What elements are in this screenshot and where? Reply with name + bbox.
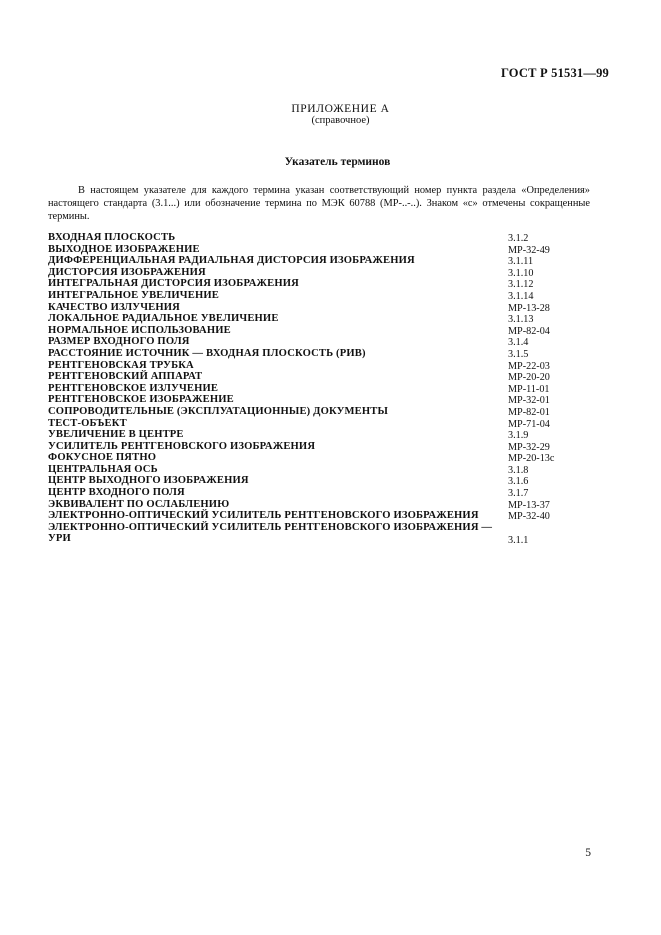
term-name: КАЧЕСТВО ИЗЛУЧЕНИЯ (48, 301, 180, 313)
term-row (48, 267, 608, 279)
term-row (48, 360, 608, 372)
term-name: ВХОДНАЯ ПЛОСКОСТЬ (48, 232, 176, 243)
term-reference: 3.1.11 (508, 256, 534, 268)
term-reference: 3.1.14 (508, 290, 534, 302)
term-row (48, 522, 608, 545)
term-row (48, 255, 608, 267)
term-reference: 3.1.2 (508, 233, 529, 244)
term-reference: 3.1.7 (508, 488, 529, 500)
term-row (48, 232, 608, 244)
term-row (48, 475, 608, 487)
term-name: СОПРОВОДИТЕЛЬНЫЕ (ЭКСПЛУАТАЦИОННЫЕ) ДОКУМЕНТЫ (48, 405, 389, 417)
page-number: 5 (585, 847, 591, 859)
term-reference: МР-20-13с (508, 453, 555, 465)
term-name: ЦЕНТРАЛЬНАЯ ОСЬ (48, 463, 158, 475)
term-name: РЕНТГЕНОВСКАЯ ТРУБКА (48, 359, 194, 371)
term-row (48, 452, 608, 464)
term-name: ЭЛЕКТРОННО-ОПТИЧЕСКИЙ УСИЛИТЕЛЬ РЕНТГЕНОВСКОГО ИЗОБРАЖЕНИЯ — УРИ (48, 521, 493, 545)
term-name: ФОКУСНОЕ ПЯТНО (48, 452, 157, 464)
standard-code-header: ГОСТ Р 51531—99 (500, 66, 609, 80)
term-name: ЛОКАЛЬНОЕ РАДИАЛЬНОЕ УВЕЛИЧЕНИЕ (48, 313, 279, 325)
term-reference: 3.1.5 (508, 348, 529, 360)
term-reference: МР-82-01 (508, 406, 550, 418)
term-reference: МР-20-20 (508, 372, 550, 384)
term-row (48, 394, 608, 406)
term-name: РЕНТГЕНОВСКОЕ ИЗЛУЧЕНИЕ (48, 382, 219, 394)
term-name: УВЕЛИЧЕНИЕ В ЦЕНТРЕ (48, 429, 184, 441)
term-reference: МР-22-03 (508, 360, 550, 372)
term-reference: МР-32-49 (508, 244, 550, 256)
term-reference: МР-32-01 (508, 395, 550, 407)
term-row (48, 244, 608, 256)
term-name: УСИЛИТЕЛЬ РЕНТГЕНОВСКОГО ИЗОБРАЖЕНИЯ (48, 440, 316, 452)
term-row (48, 464, 608, 476)
term-row (48, 313, 608, 325)
appendix-subtitle: (справочное) (311, 115, 370, 126)
term-reference: МР-11-01 (508, 383, 550, 395)
term-row (48, 290, 608, 302)
term-name: ИНТЕГРАЛЬНАЯ ДИСТОРСИЯ ИЗОБРАЖЕНИЯ (48, 278, 299, 290)
term-row (48, 325, 608, 337)
term-name: РАЗМЕР ВХОДНОГО ПОЛЯ (48, 336, 190, 348)
term-row (48, 406, 608, 418)
term-row (48, 441, 608, 453)
term-reference: МР-32-29 (508, 441, 550, 453)
term-reference: 3.1.8 (508, 464, 529, 476)
term-row (48, 336, 608, 348)
term-reference: МР-13-37 (508, 499, 550, 511)
term-reference: 3.1.1 (508, 534, 529, 546)
term-reference: МР-82-04 (508, 325, 550, 337)
term-name: ЦЕНТР ВЫХОДНОГО ИЗОБРАЖЕНИЯ (48, 475, 249, 487)
term-reference: МР-32-40 (508, 511, 550, 523)
term-row (48, 429, 608, 441)
term-name: ИНТЕГРАЛЬНОЕ УВЕЛИЧЕНИЕ (48, 289, 219, 301)
term-row (48, 278, 608, 290)
term-name: ДИСТОРСИЯ ИЗОБРАЖЕНИЯ (48, 266, 206, 278)
term-reference: МР-71-04 (508, 418, 550, 430)
terms-list (48, 232, 608, 545)
term-row (48, 510, 608, 522)
term-name: ЦЕНТР ВХОДНОГО ПОЛЯ (48, 487, 185, 499)
term-reference: 3.1.9 (508, 430, 529, 442)
term-row (48, 499, 608, 511)
term-row (48, 487, 608, 499)
term-name: ЭЛЕКТРОННО-ОПТИЧЕСКИЙ УСИЛИТЕЛЬ РЕНТГЕНОВСКОГО ИЗОБРАЖЕНИЯ (48, 510, 479, 522)
term-name: ТЕСТ-ОБЪЕКТ (48, 417, 127, 429)
term-row (48, 348, 608, 360)
term-row (48, 371, 608, 383)
index-heading: Указатель терминов (284, 156, 391, 168)
term-name: ДИФФЕРЕНЦИАЛЬНАЯ РАДИАЛЬНАЯ ДИСТОРСИЯ ИЗОБРАЖЕНИЯ (48, 255, 415, 267)
term-reference: 3.1.6 (508, 476, 529, 488)
term-reference: 3.1.10 (508, 267, 534, 279)
term-reference: 3.1.12 (508, 279, 534, 291)
term-name: РАССТОЯНИЕ ИСТОЧНИК — ВХОДНАЯ ПЛОСКОСТЬ (РИВ) (48, 347, 366, 359)
term-reference: МР-13-28 (508, 302, 550, 314)
index-intro-paragraph: В настоящем указателе для каждого термина указан соответствующий номер пункта раздела «Определения» настоящего стандарта (3.1...) или обозначение термина по МЭК 60788 (МР-..-..). Знаком «с» отмечены сокращенные термины. (48, 185, 590, 222)
term-row (48, 383, 608, 395)
term-name: НОРМАЛЬНОЕ ИСПОЛЬЗОВАНИЕ (48, 324, 231, 336)
term-reference: 3.1.13 (508, 314, 534, 326)
term-reference: 3.1.4 (508, 337, 529, 349)
term-row (48, 302, 608, 314)
appendix-title: ПРИЛОЖЕНИЕ А (291, 103, 390, 115)
term-name: ВЫХОДНОЕ ИЗОБРАЖЕНИЕ (48, 243, 200, 255)
term-name: ЭКВИВАЛЕНТ ПО ОСЛАБЛЕНИЮ (48, 498, 230, 510)
term-row (48, 418, 608, 430)
term-name: РЕНТГЕНОВСКОЕ ИЗОБРАЖЕНИЕ (48, 394, 234, 406)
appendix-heading (0, 103, 661, 127)
term-name: РЕНТГЕНОВСКИЙ АППАРАТ (48, 371, 203, 383)
